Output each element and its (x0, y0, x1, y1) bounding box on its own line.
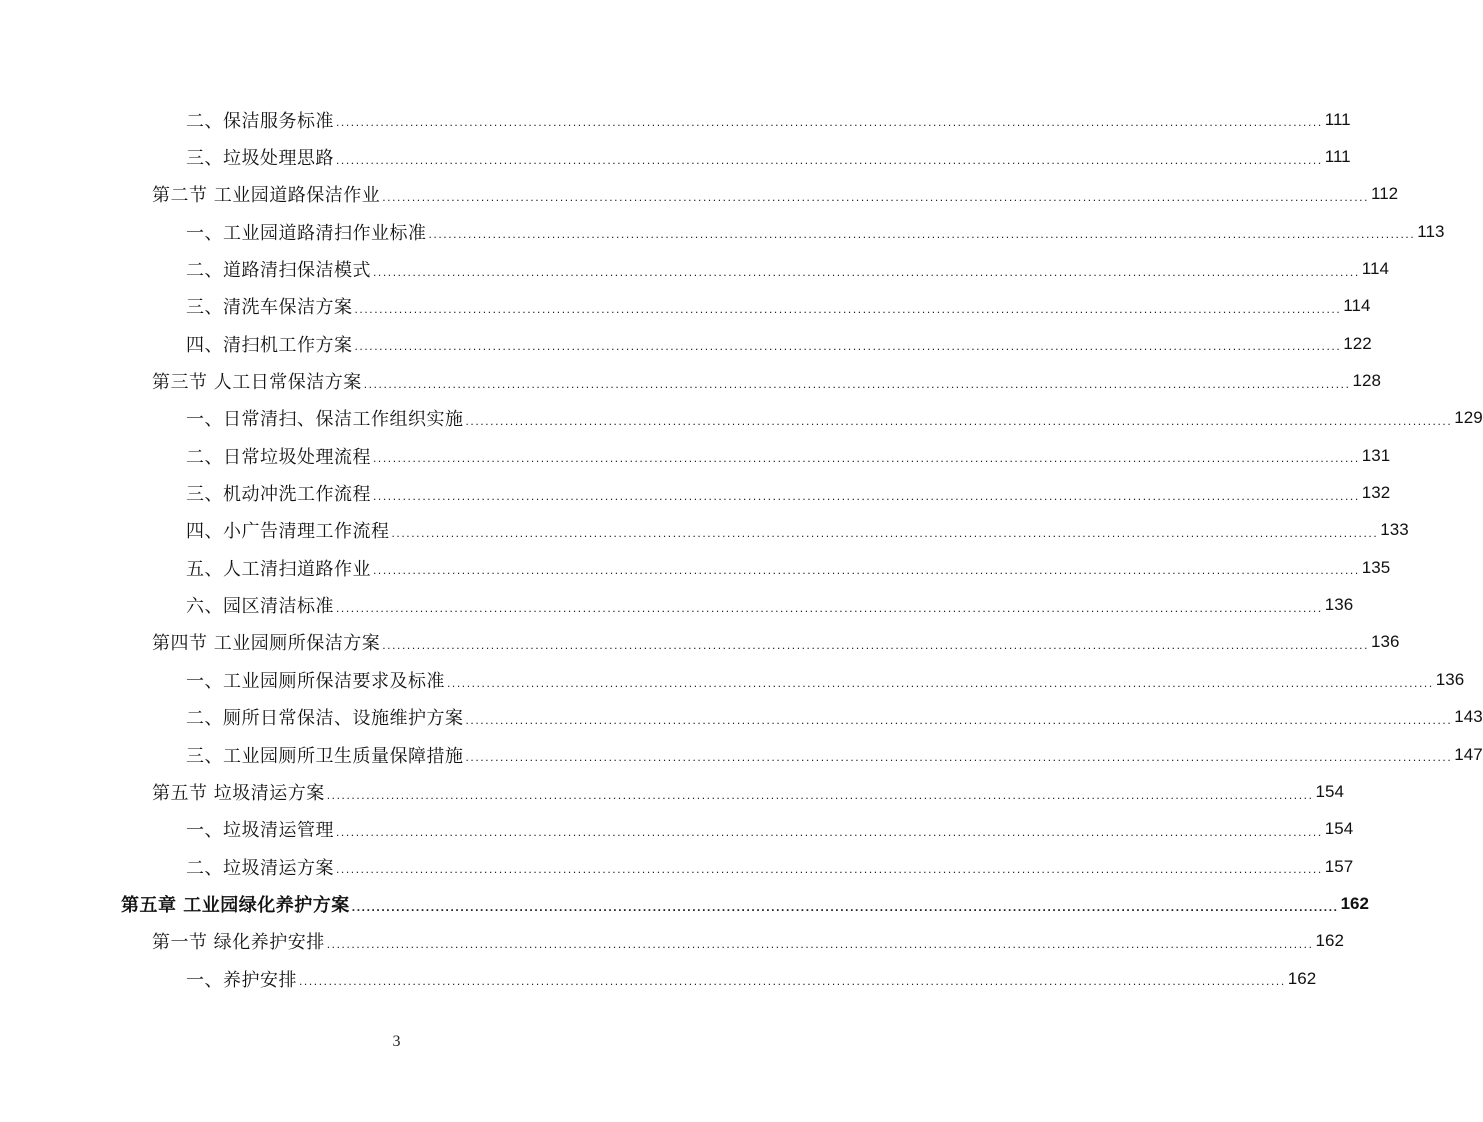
toc-subsection-entry[interactable] (0, 586, 1354, 623)
toc-dot-leader: ........................................................................................................................................................................................................ (351, 899, 1339, 914)
toc-dot-leader: ........................................................................................................................................................................................................ (382, 638, 1370, 653)
table-of-contents (0, 101, 1483, 997)
toc-subsection-entry[interactable] (0, 512, 1409, 549)
toc-entry-label: 二、日常垃圾处理流程 (186, 446, 371, 468)
toc-entry-label: 二、垃圾清运方案 (186, 857, 334, 879)
toc-subsection-entry[interactable] (0, 736, 1483, 773)
toc-entry-label: 第五节 垃圾清运方案 (152, 782, 325, 804)
toc-dot-leader: ........................................................................................................................................................................................................ (373, 451, 1360, 466)
toc-dot-leader: ........................................................................................................................................................................................................ (326, 936, 1314, 951)
toc-dot-leader: ........................................................................................................................................................................................................ (299, 974, 1286, 989)
toc-subsection-entry[interactable] (0, 325, 1372, 362)
toc-subsection-entry[interactable] (0, 811, 1354, 848)
toc-entry-label: 三、工业园厕所卫生质量保障措施 (186, 745, 464, 767)
toc-entry-page: 114 (1343, 296, 1371, 316)
toc-entry-label: 六、园区清洁标准 (186, 596, 334, 618)
toc-entry-page: 162 (1287, 968, 1317, 988)
toc-dot-leader: ........................................................................................................................................................................................................ (447, 675, 1434, 690)
toc-entry-page: 122 (1343, 333, 1372, 353)
toc-entry-label: 第一节 绿化养护安排 (152, 932, 325, 954)
toc-entry-page: 131 (1361, 445, 1391, 465)
toc-dot-leader: ........................................................................................................................................................................................................ (326, 787, 1314, 802)
toc-entry-label: 二、厕所日常保洁、设施维护方案 (186, 708, 464, 730)
toc-entry-label: 第二节 工业园道路保洁作业 (152, 185, 381, 207)
toc-section-entry[interactable] (0, 362, 1381, 399)
toc-entry-label: 第五章 工业园绿化养护方案 (121, 894, 350, 916)
toc-section-entry[interactable] (0, 773, 1344, 810)
toc-dot-leader: ........................................................................................................................................................................................................ (336, 115, 1323, 130)
toc-dot-leader: ........................................................................................................................................................................................................ (363, 376, 1351, 391)
toc-dot-leader: ........................................................................................................................................................................................................ (336, 862, 1323, 877)
toc-subsection-entry[interactable] (0, 250, 1389, 287)
toc-subsection-entry[interactable] (0, 437, 1391, 474)
toc-subsection-entry[interactable] (0, 474, 1391, 511)
toc-dot-leader: ........................................................................................................................................................................................................ (336, 600, 1323, 615)
toc-entry-page: 113 (1417, 221, 1445, 241)
toc-entry-label: 四、小广告清理工作流程 (186, 521, 390, 543)
toc-subsection-entry[interactable] (0, 101, 1351, 138)
toc-chapter-entry[interactable] (0, 885, 1369, 922)
toc-entry-label: 二、道路清扫保洁模式 (186, 260, 371, 282)
toc-entry-page: 154 (1324, 819, 1354, 839)
toc-entry-page: 135 (1361, 557, 1391, 577)
page-number: 3 (392, 1033, 401, 1050)
toc-entry-page: 136 (1324, 595, 1354, 615)
toc-entry-label: 第四节 工业园厕所保洁方案 (152, 633, 381, 655)
toc-entry-label: 五、人工清扫道路作业 (186, 558, 371, 580)
toc-entry-page: 112 (1371, 184, 1399, 204)
toc-entry-label: 一、工业园道路清扫作业标准 (186, 222, 427, 244)
toc-entry-page: 133 (1380, 520, 1409, 540)
toc-entry-page: 136 (1435, 669, 1465, 689)
toc-entry-label: 一、养护安排 (186, 969, 297, 991)
toc-dot-leader: ........................................................................................................................................................................................................ (373, 563, 1360, 578)
toc-dot-leader: ........................................................................................................................................................................................................ (336, 824, 1323, 839)
toc-section-entry[interactable] (0, 624, 1400, 661)
toc-entry-label: 二、保洁服务标准 (186, 110, 334, 132)
toc-subsection-entry[interactable] (0, 960, 1317, 997)
toc-entry-label: 一、工业园厕所保洁要求及标准 (186, 670, 445, 692)
toc-entry-label: 三、机动冲洗工作流程 (186, 484, 371, 506)
toc-dot-leader: ........................................................................................................................................................................................................ (465, 414, 1453, 429)
toc-entry-page: 136 (1371, 632, 1400, 652)
toc-entry-page: 128 (1352, 371, 1381, 391)
toc-dot-leader: ........................................................................................................................................................................................................ (336, 152, 1323, 167)
toc-entry-page: 147 (1454, 744, 1483, 764)
toc-dot-leader: ........................................................................................................................................................................................................ (382, 190, 1370, 205)
toc-entry-label: 一、垃圾清运管理 (186, 820, 334, 842)
toc-subsection-entry[interactable] (0, 699, 1483, 736)
toc-entry-page: 162 (1340, 893, 1369, 913)
toc-subsection-entry[interactable] (0, 213, 1445, 250)
toc-dot-leader: ........................................................................................................................................................................................................ (465, 750, 1453, 765)
toc-dot-leader: ........................................................................................................................................................................................................ (354, 302, 1342, 317)
toc-entry-page: 129 (1454, 408, 1483, 428)
toc-section-entry[interactable] (0, 923, 1344, 960)
toc-subsection-entry[interactable] (0, 661, 1465, 698)
toc-entry-label: 三、清洗车保洁方案 (186, 297, 353, 319)
toc-dot-leader: ........................................................................................................................................................................................................ (354, 339, 1342, 354)
toc-entry-label: 一、日常清扫、保洁工作组织实施 (186, 409, 464, 431)
toc-entry-page: 132 (1361, 483, 1391, 503)
toc-entry-label: 第三节 人工日常保洁方案 (152, 372, 362, 394)
toc-entry-page: 157 (1324, 856, 1354, 876)
toc-section-entry[interactable] (0, 176, 1399, 213)
toc-dot-leader: ........................................................................................................................................................................................................ (373, 264, 1360, 279)
toc-subsection-entry[interactable] (0, 549, 1391, 586)
toc-dot-leader: ........................................................................................................................................................................................................ (428, 227, 1416, 242)
toc-entry-label: 四、清扫机工作方案 (186, 334, 353, 356)
toc-dot-leader: ........................................................................................................................................................................................................ (391, 526, 1379, 541)
toc-entry-page: 114 (1361, 259, 1389, 279)
toc-subsection-entry[interactable] (0, 288, 1371, 325)
toc-subsection-entry[interactable] (0, 400, 1483, 437)
toc-entry-page: 111 (1324, 147, 1351, 167)
toc-subsection-entry[interactable] (0, 138, 1351, 175)
toc-entry-page: 162 (1315, 931, 1344, 951)
toc-dot-leader: ........................................................................................................................................................................................................ (465, 712, 1453, 727)
toc-entry-page: 111 (1324, 109, 1351, 129)
toc-entry-page: 154 (1315, 781, 1344, 801)
toc-entry-label: 三、垃圾处理思路 (186, 148, 334, 170)
toc-subsection-entry[interactable] (0, 848, 1354, 885)
toc-dot-leader: ........................................................................................................................................................................................................ (373, 488, 1360, 503)
toc-entry-page: 143 (1454, 707, 1483, 727)
